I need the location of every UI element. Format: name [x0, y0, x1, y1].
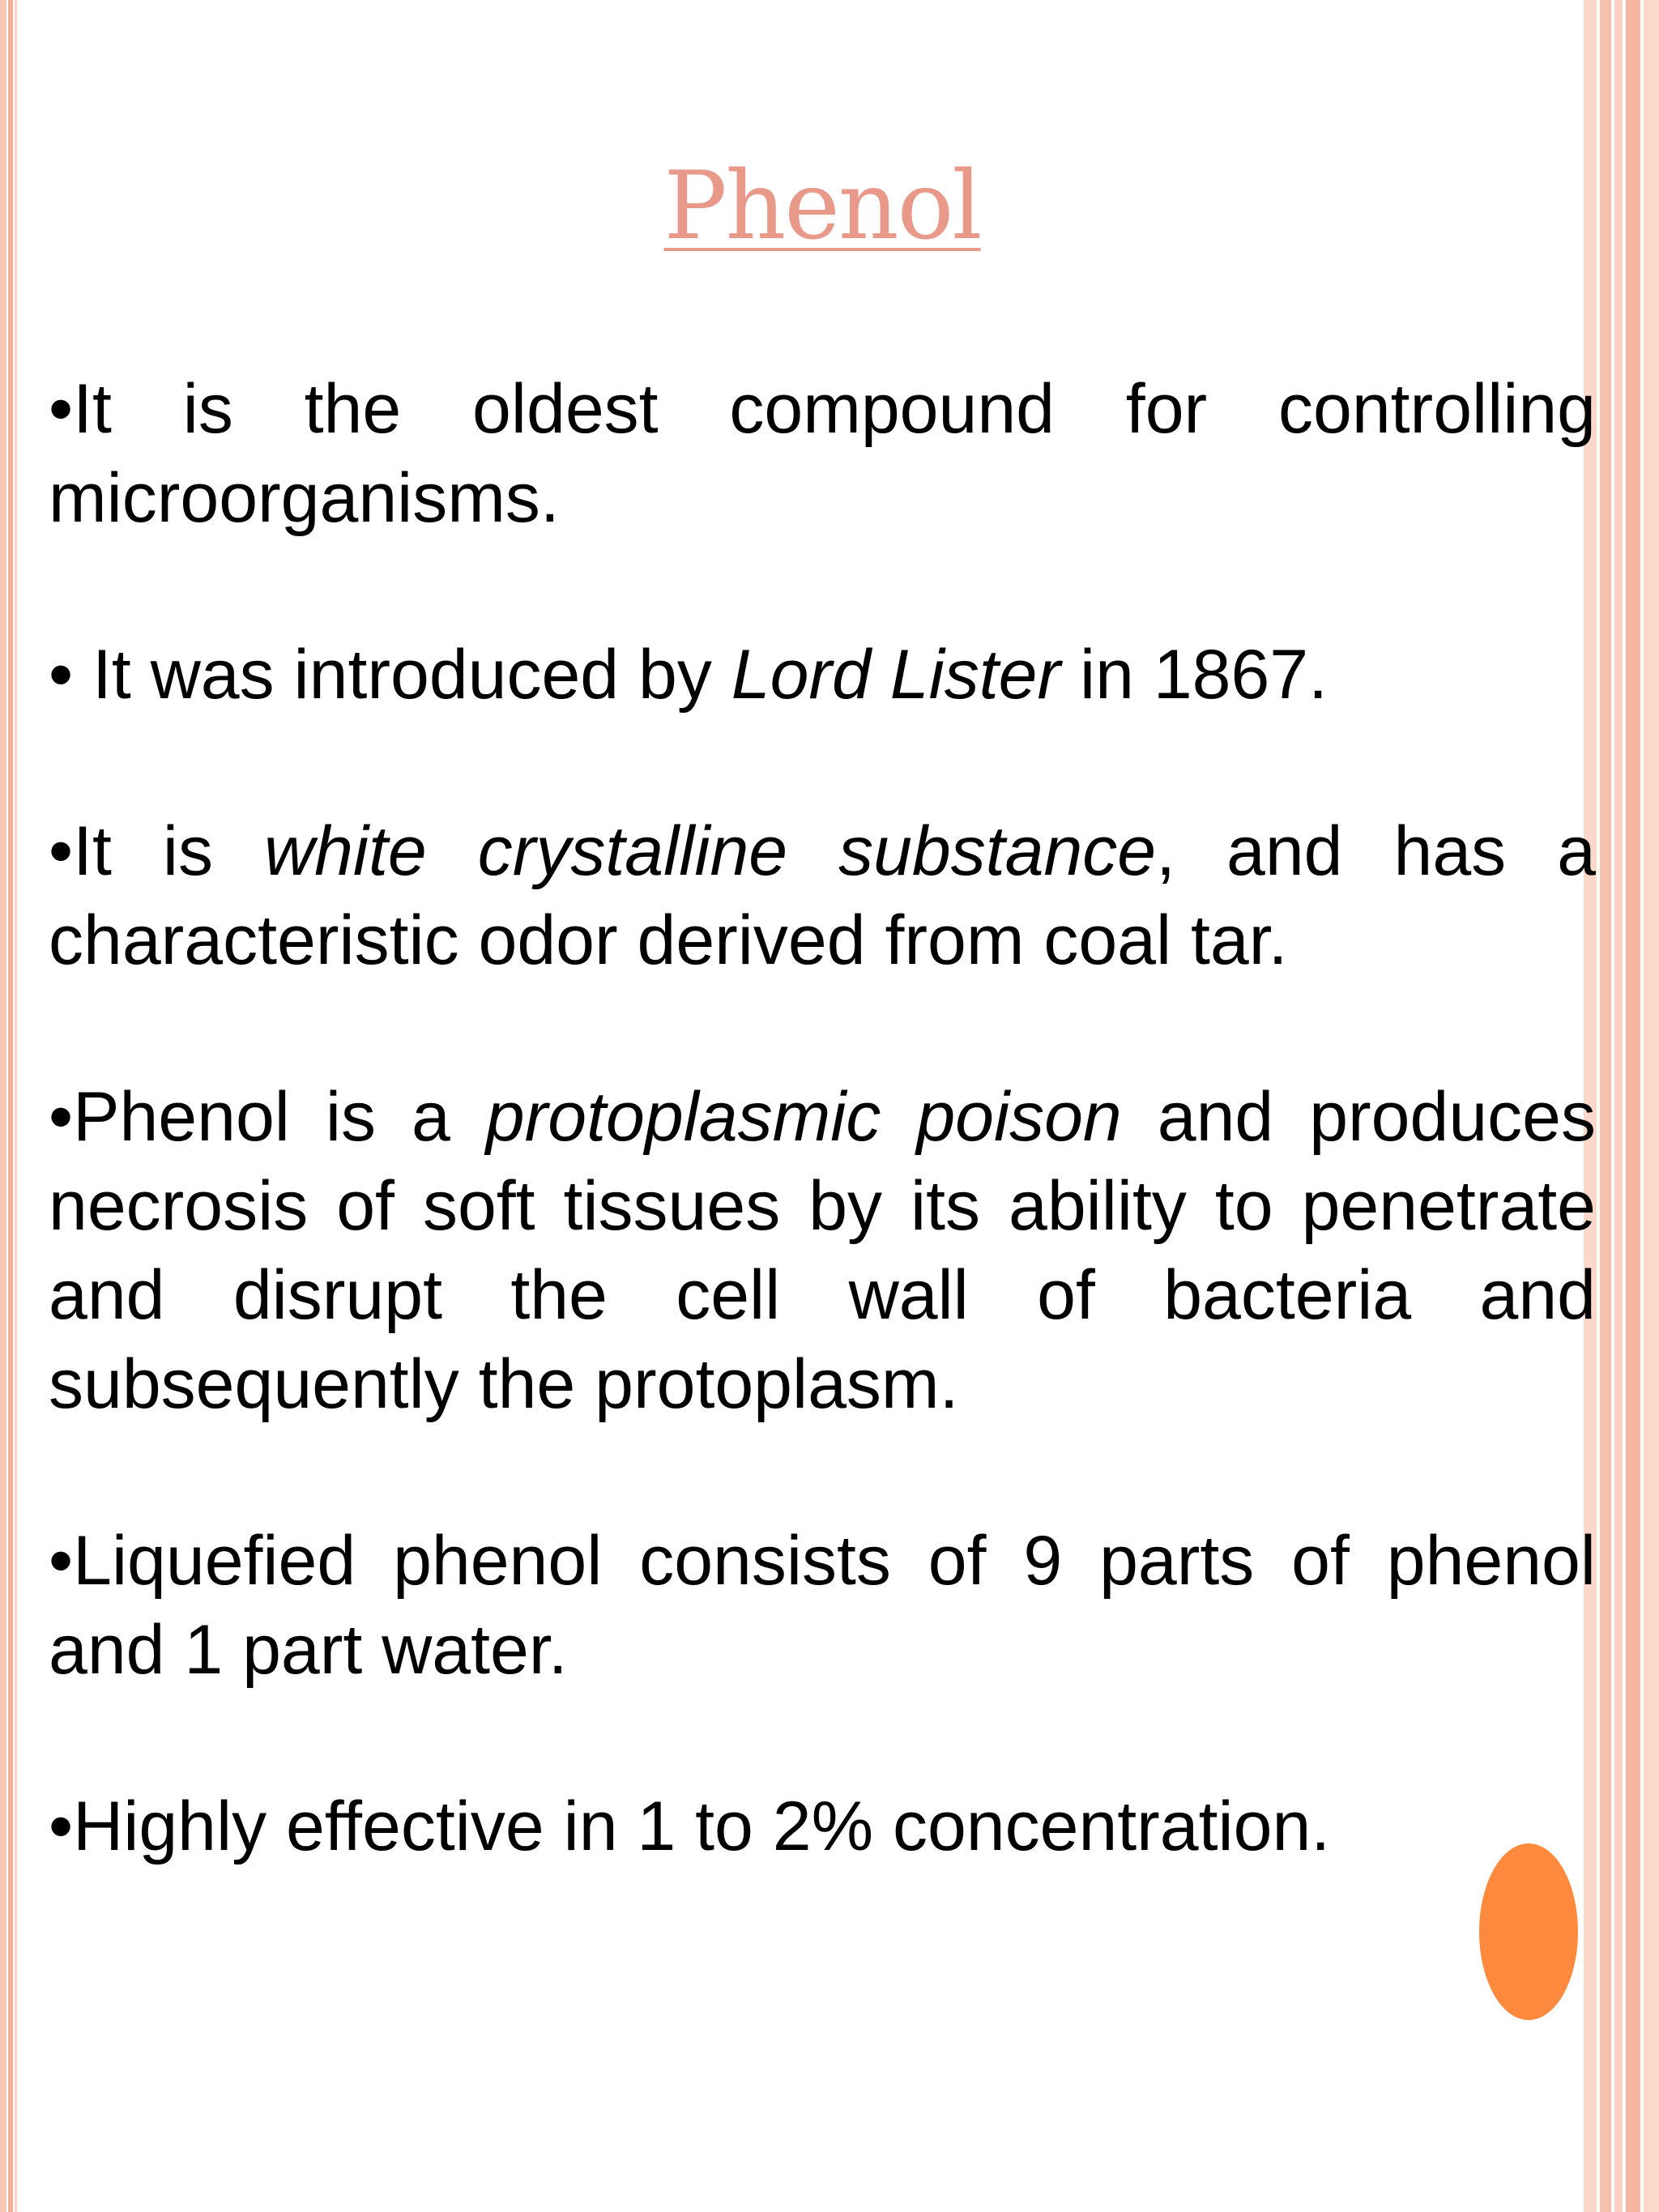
bullet-text: It is — [73, 812, 264, 890]
right-border-stripe — [1626, 0, 1640, 2212]
bullet-text: It was introduced by — [92, 636, 731, 714]
bullet-item-concentration — [49, 1782, 1596, 1871]
bullet-item-protoplasmic-poison — [49, 1072, 1596, 1429]
bullet-emphasis: Lord Lister — [731, 636, 1061, 714]
right-border-stripe — [1614, 0, 1623, 2212]
slide-title — [0, 146, 1644, 267]
bullet-text: Phenol is a — [73, 1078, 486, 1156]
bullet-item-lord-lister — [49, 630, 1596, 719]
bullet-marker: • — [49, 812, 74, 890]
bullet-emphasis: white crystalline substance — [264, 812, 1157, 890]
decorative-orange-oval — [1479, 1843, 1578, 2020]
bullet-text: Liquefied phenol consists of 9 parts of phenol and 1 part water. — [49, 1522, 1596, 1689]
slide-title-text: Phenol — [663, 151, 981, 261]
bullet-marker: • — [49, 636, 93, 714]
right-border-stripe — [1644, 0, 1659, 2212]
bullet-marker: • — [49, 1522, 74, 1600]
left-border-stripe — [15, 0, 17, 2212]
bullet-text: Highly effective in 1 to 2% concentration. — [73, 1788, 1331, 1865]
bullet-text: in 1867. — [1060, 636, 1328, 714]
right-border-stripe — [1600, 0, 1611, 2212]
bullet-text: , and has a characteristic odor derived from coal tar. — [49, 812, 1596, 979]
bullet-marker: • — [49, 1078, 74, 1156]
bullet-item-white-crystalline — [49, 807, 1596, 985]
bullet-text: and produces necrosis of soft tissues by its ability to penetrate and disrupt the cell wall of bacteria and subsequently the protoplasm. — [49, 1078, 1596, 1423]
bullet-emphasis: protoplasmic poison — [485, 1078, 1122, 1156]
bullet-list — [49, 364, 1596, 1871]
bullet-marker: • — [49, 370, 74, 448]
bullet-marker: • — [49, 1788, 74, 1865]
left-border-stripe — [8, 0, 13, 2212]
bullet-item-liquefied-phenol — [49, 1516, 1596, 1694]
bullet-text: It is the oldest compound for controlling microorganisms. — [49, 370, 1596, 537]
bullet-item-oldest-compound — [49, 364, 1596, 543]
left-border-stripe — [0, 0, 6, 2212]
